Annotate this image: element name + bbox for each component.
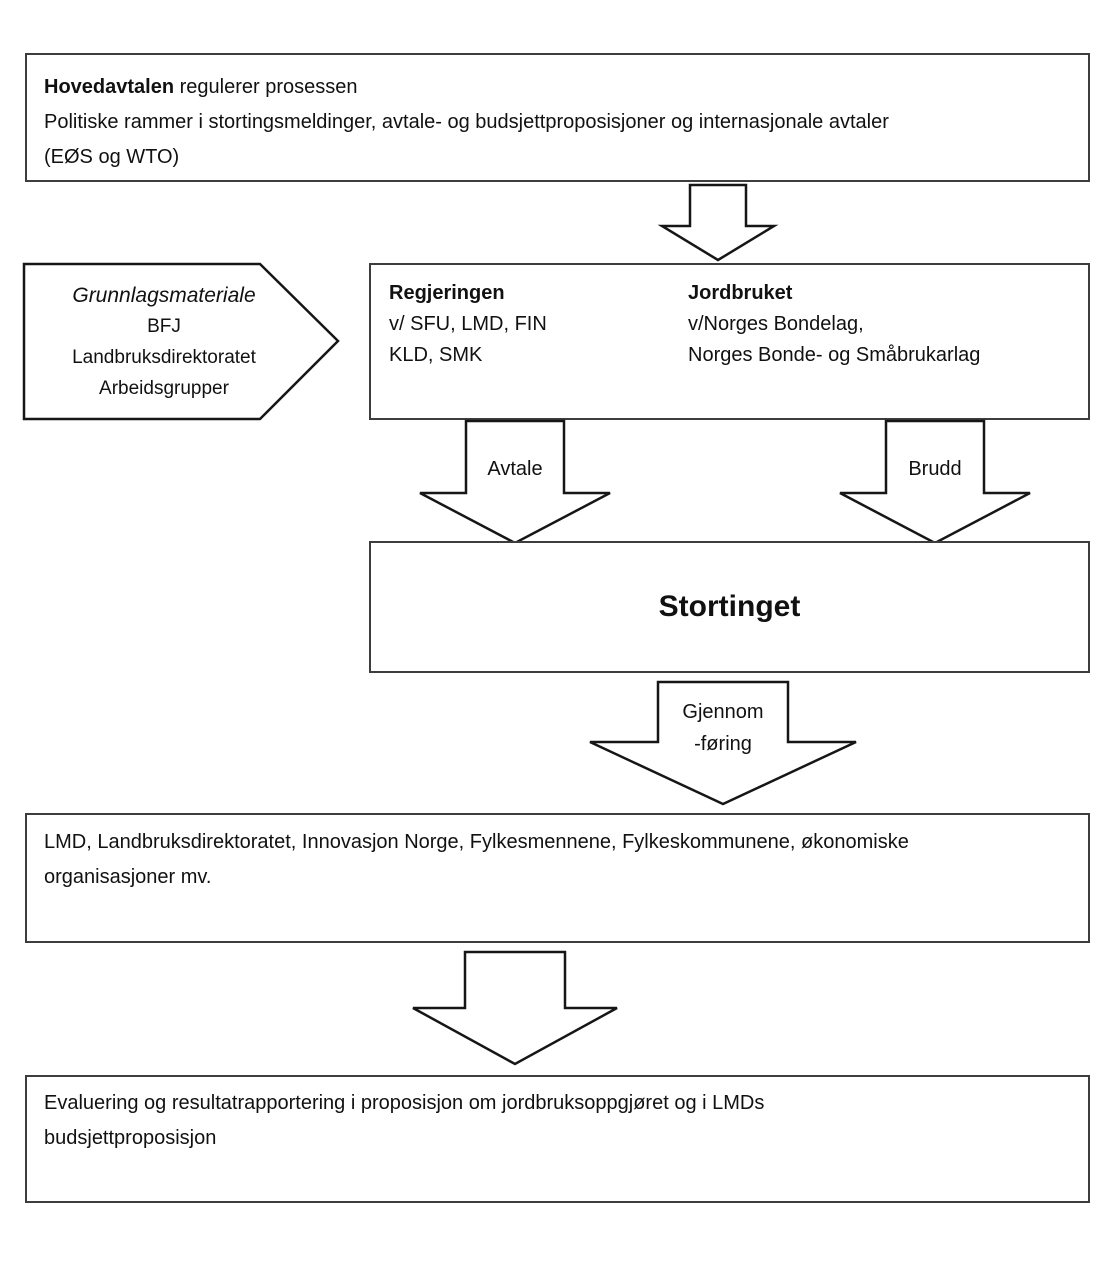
implementation-line1: LMD, Landbruksdirektoratet, Innovasjon Norge, Fylkesmennene, Fylkeskommunene, økonomiske <box>44 831 909 853</box>
hovedavtalen-line2: Politiske rammer i stortingsmeldinger, avtale- og budsjettproposisjoner og internasjonale avtaler <box>44 111 889 133</box>
implementation-line2: organisasjoner mv. <box>44 866 212 888</box>
pentagon-line1: Grunnlagsmateriale <box>72 284 256 307</box>
gjennomforing-label-line1: Gjennom <box>682 701 764 723</box>
evaluation-box <box>25 1075 1090 1203</box>
grunnlagsmateriale-text <box>24 266 304 418</box>
avtale-label: Avtale <box>487 458 543 480</box>
stortinget-title: Stortinget <box>658 590 801 623</box>
pentagon-line2: BFJ <box>147 316 181 337</box>
agriculture-column <box>688 278 980 371</box>
brudd-label: Brudd <box>908 458 962 480</box>
government-line2: KLD, SMK <box>389 344 483 366</box>
hovedavtalen-line3: (EØS og WTO) <box>44 146 180 168</box>
government-line1: v/ SFU, LMD, FIN <box>389 313 547 335</box>
hovedavtalen-title-bold: Hovedavtalen <box>44 76 175 98</box>
stortinget-box <box>369 541 1090 673</box>
parties-box <box>369 263 1090 420</box>
evaluation-line2: budsjettproposisjon <box>44 1127 217 1149</box>
agriculture-title: Jordbruket <box>688 282 793 304</box>
agriculture-line1: v/Norges Bondelag, <box>688 313 864 335</box>
government-title: Regjeringen <box>389 282 505 304</box>
brudd-down-arrow-icon <box>836 419 1034 547</box>
gjennomforing-label-line2: -føring <box>694 733 752 755</box>
pentagon-line3: Landbruksdirektoratet <box>72 347 256 368</box>
down-arrow-icon <box>408 950 622 1068</box>
hovedavtalen-box <box>25 53 1090 182</box>
hovedavtalen-title-rest: regulerer prosessen <box>174 76 358 98</box>
hovedavtalen-title-line <box>44 70 1088 105</box>
government-column <box>389 278 547 371</box>
down-arrow-icon <box>657 183 779 263</box>
implementation-box <box>25 813 1090 943</box>
agriculture-line2: Norges Bonde- og Småbrukarlag <box>688 344 981 366</box>
evaluation-line1: Evaluering og resultatrapportering i proposisjon om jordbruksoppgjøret og i LMDs <box>44 1092 765 1114</box>
pentagon-line4: Arbeidsgrupper <box>99 378 229 399</box>
avtale-down-arrow-icon <box>416 419 614 547</box>
